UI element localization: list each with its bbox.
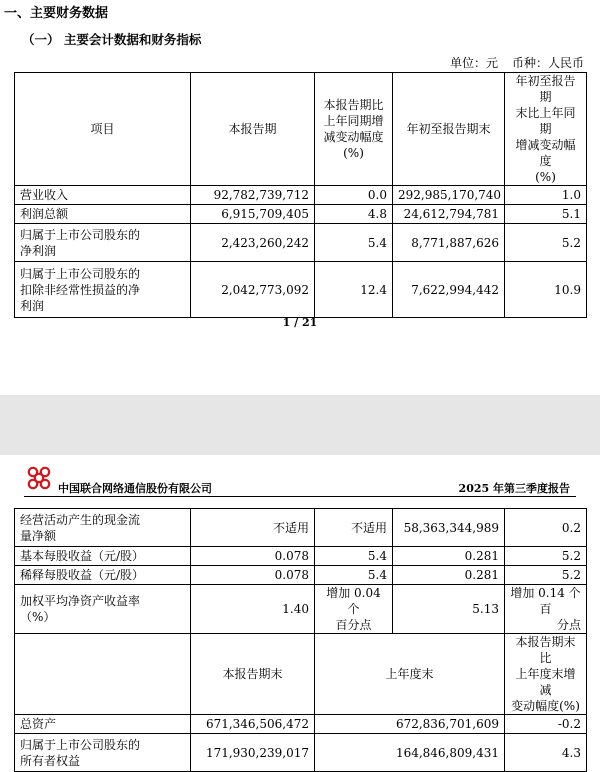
table-row: [15, 585, 587, 634]
table-header-row: [15, 73, 587, 186]
subsection-heading: （一） 主要会计数据和财务指标: [22, 32, 202, 47]
item-line: 量净额: [20, 528, 57, 543]
row-ytd: 292,985,170,740: [393, 186, 505, 205]
header-ytd: 年初至报告期末: [393, 73, 505, 186]
table-row: [15, 205, 587, 224]
row-current-change: 12.4: [315, 262, 393, 318]
header-current: 本报告期: [191, 73, 315, 186]
table-row: [15, 734, 587, 772]
row-ytd: 58,363,344,989: [393, 509, 505, 547]
financial-data-table-continued: [14, 508, 587, 772]
item-line: 归属于上市公司股东的: [20, 266, 141, 281]
balance-header-row: [15, 634, 587, 715]
row-item: 总资产: [15, 715, 191, 734]
row-ytd: 8,771,887,626: [393, 224, 505, 262]
item-line: 利润: [20, 298, 45, 313]
row-ytd-change: 5.2: [505, 547, 587, 566]
table-row: [15, 715, 587, 734]
change-line: 增加 0.04 个: [326, 586, 381, 616]
row-current: 6,915,709,405: [191, 205, 315, 224]
row-current: 2,042,773,092: [191, 262, 315, 318]
row-period-end: 671,346,506,472: [191, 715, 315, 734]
row-current: 2,423,260,242: [191, 224, 315, 262]
row-ytd: 0.281: [393, 566, 505, 585]
item-line: 净利润: [20, 243, 57, 258]
header-last-year-end: 上年度末: [315, 634, 505, 715]
item-line: 所有者权益: [20, 753, 81, 768]
header-line: 变动幅度(%): [511, 699, 580, 713]
change-line: 百分点: [335, 618, 372, 632]
row-ytd-change: 0.2: [505, 509, 587, 547]
header-item: 项目: [15, 73, 191, 186]
row-current-change: 5.4: [315, 547, 393, 566]
row-ytd: 0.281: [393, 547, 505, 566]
row-current: 不适用: [191, 509, 315, 547]
row-last-year-end: 164,846,809,431: [315, 734, 505, 772]
unit-currency-line: [436, 54, 584, 71]
row-current-change: [315, 585, 393, 634]
row-current: 0.078: [191, 566, 315, 585]
page-number: 1 / 21: [282, 316, 318, 329]
header-line: 上年同期增: [323, 114, 384, 128]
table-row: [15, 566, 587, 585]
row-item: 利润总额: [15, 205, 191, 224]
header-balance-change: [505, 634, 587, 715]
row-ytd-change: 5.1: [505, 205, 587, 224]
table-row: [15, 509, 587, 547]
row-current-change: 不适用: [315, 509, 393, 547]
item-line: 加权平均净资产收益率: [20, 594, 141, 608]
currency-label: 币种：人民币: [511, 56, 584, 70]
row-current-change: 4.8: [315, 205, 393, 224]
china-unicom-logo-icon: [24, 463, 54, 493]
table-row: [15, 224, 587, 262]
row-ytd-change: 5.2: [505, 224, 587, 262]
row-balance-change: 4.3: [505, 734, 587, 772]
financial-data-table: [14, 72, 587, 318]
row-item: [15, 509, 191, 547]
row-balance-change: -0.2: [505, 715, 587, 734]
row-ytd-change: 5.2: [505, 566, 587, 585]
row-item: [15, 262, 191, 318]
page-gap: [0, 395, 600, 455]
row-item: [15, 224, 191, 262]
row-current-change: 5.4: [315, 566, 393, 585]
company-name: 中国联合网络通信股份有限公司: [58, 482, 212, 495]
item-line: （%）: [20, 610, 56, 624]
header-line: 末比上年同期: [515, 106, 576, 136]
row-ytd-change: [505, 585, 587, 634]
row-ytd: 5.13: [393, 585, 505, 634]
header-blank: [15, 634, 191, 715]
header-period-end: 本报告期末: [191, 634, 315, 715]
row-item: [15, 585, 191, 634]
row-current-change: 0.0: [315, 186, 393, 205]
item-line: 归属于上市公司股东的: [20, 227, 141, 242]
unit-label: 单位：元: [449, 56, 498, 70]
item-line: 归属于上市公司股东的: [20, 737, 141, 752]
row-current: 92,782,739,712: [191, 186, 315, 205]
header-line: 本报告期比: [323, 98, 384, 112]
row-current-change: 5.4: [315, 224, 393, 262]
row-item: 稀释每股收益（元/股）: [15, 566, 191, 585]
header-line: 年初至报告期: [515, 74, 576, 104]
row-item: 营业收入: [15, 186, 191, 205]
row-ytd: 7,622,994,442: [393, 262, 505, 318]
section-heading: 一、主要财务数据: [4, 6, 109, 21]
row-period-end: 171,930,239,017: [191, 734, 315, 772]
header-divider: [24, 496, 576, 497]
header-current-change: [315, 73, 393, 186]
header-line: (%): [343, 146, 364, 160]
row-ytd-change: 10.9: [505, 262, 587, 318]
item-line: 扣除非经常性损益的净: [20, 282, 141, 297]
item-line: 经营活动产生的现金流: [20, 512, 141, 527]
table-row: [15, 186, 587, 205]
header-line: 上年度末增减: [515, 667, 576, 697]
change-line: 分点: [556, 618, 581, 632]
header-line: (%): [535, 170, 556, 184]
row-current: 1.40: [191, 585, 315, 634]
table-row: [15, 262, 587, 318]
change-line: 增加 0.14 个百: [510, 586, 581, 616]
header-line: 本报告期末比: [515, 635, 576, 665]
table-row: [15, 547, 587, 566]
row-ytd: 24,612,794,781: [393, 205, 505, 224]
header-ytd-change: [505, 73, 587, 186]
row-ytd-change: 1.0: [505, 186, 587, 205]
row-item: [15, 734, 191, 772]
row-current: 0.078: [191, 547, 315, 566]
header-line: 增减变动幅度: [515, 138, 576, 168]
row-item: 基本每股收益（元/股）: [15, 547, 191, 566]
report-title: 2025 年第三季度报告: [458, 482, 570, 495]
row-last-year-end: 672,836,701,609: [315, 715, 505, 734]
header-line: 减变动幅度: [323, 130, 384, 144]
